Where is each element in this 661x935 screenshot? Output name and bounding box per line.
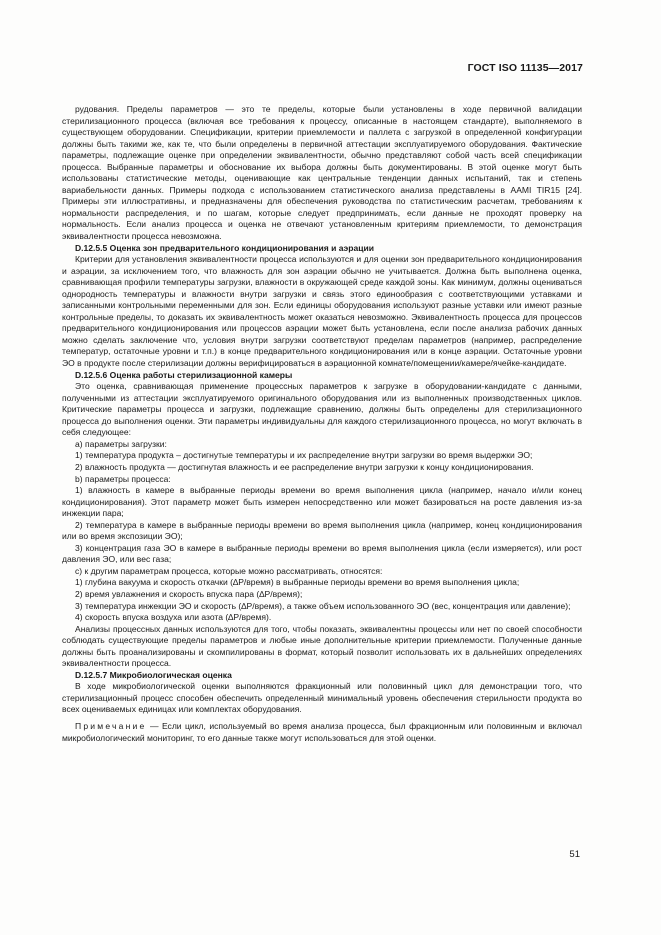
list-item-c: c) к другим параметрам процесса, которые можно рассматривать, относятся: (75, 565, 383, 576)
page-number: 51 (569, 849, 580, 860)
section-heading-d12-5-7: D.12.5.7 Микробиологическая оценка (75, 669, 232, 680)
list-item-a1: 1) температура продукта – достигнутые температуры и их распределение внутри загрузки во время выдержки ЭО; (75, 450, 533, 461)
list-item-b: b) параметры процесса: (75, 473, 171, 484)
list-item-c4: 4) скорость впуска воздуха или азота (∆P/время). (75, 612, 272, 623)
note-paragraph (62, 721, 582, 744)
list-item-a: a) параметры загрузки: (75, 438, 167, 449)
section-heading-d12-5-5: D.12.5.5 Оценка зон предварительного кондиционирования и аэрации (75, 242, 375, 253)
list-item-b3: 3) концентрация газа ЭО в камере в выбранные периоды времени во время выполнения цикла (если измеряется), или рост давления ЭО, или вес газа; (62, 542, 582, 565)
list-item-c1: 1) глубина вакуума и скорость откачки (∆P/время) в выбранные периоды времени во время выполнения цикла; (75, 577, 520, 588)
list-item-b2: 2) температура в камере в выбранные периоды времени во время выполнения цикла (например, конец кондиционирования или во время экспозиции ЭО); (62, 519, 582, 542)
note-label: Примечание (75, 720, 147, 731)
paragraph-analysis: Анализы процессных данных используются для того, чтобы показать, эквивалентны процессы или нет по своей способности соблюдать существующие пределы параметров и любые иные дополнительные критерии приемлемости. Полученные данные должны быть проанализированы и скомпилированы в формат, который позволит использовать их в дальнейших определениях эквивалентности процесса. (62, 623, 582, 669)
list-item-c2: 2) время увлажнения и скорость впуска пара (∆P/время); (75, 588, 303, 599)
standard-header: ГОСТ ISO 11135—2017 (467, 62, 583, 74)
paragraph-microbiological: В ходе микробиологической оценки выполняются фракционный или половинный цикл для демонстрации того, что стерилизационный процесс способен обеспечить определенный минимальный уровень обеспечения стерильности продукта во всех оцениваемых единицах или комплектах оборудования. (62, 681, 582, 715)
list-item-b1: 1) влажность в камере в выбранные периоды времени во время выполнения цикла (например, начало и/или конец кондиционирования). Этот параметр может быть измерен непосредственно или может базироваться на росте давления из-за инжекции пара; (62, 485, 582, 519)
note-text: — Если цикл, используемый во время анализа процесса, был фракционным или половинным и включал микробиологический мониторинг, то его данные также могут использоваться для этой оценки. (62, 720, 582, 743)
section-heading-d12-5-6: D.12.5.6 Оценка работы стерилизационной камеры (75, 369, 293, 380)
body-text (62, 104, 582, 744)
paragraph-continuation: рудования. Пределы параметров — это те пределы, которые были установлены в ходе первичной валидации стерилизационного процесса (включая все требования к процессу, описанные в настоящем стандарте), выполняемого в существующем оборудовании. Спецификации, критерии приемлемости и паллета с загрузкой в определенной конфигурации должны быть такими же, как те, что были определены в первичной аттестации эксплуатируемого оборудования. Фактические параметры, подлежащие оценке при определении эквивалентности, обычно представляют собой часть всей спецификации процесса. Выбранные параметры и обоснование их выбора должны быть документированы. В этой оценке могут быть использованы статистические методы, оценивающие как центральные тенденции данных испытаний, так и степень вариабельности данных. Примеры подхода с использованием статистического анализа представлены в AAMI TIR15 [24]. Примеры эти иллюстративны, и предназначены для обеспечения руководства по статистическим расчетам, требованиям к нормальности распределения, и по шагам, которые следует предпринимать, если данные не проходят проверку на нормальность. Если анализ процесса и оценка не отвечают установленным критериям приемлемости, то демонстрация эквивалентности процесса невозможна. (62, 104, 582, 242)
list-item-c3: 3) температура инжекции ЭО и скорость (∆P/время), а также объем использованного ЭО (вес, концентрация или давление); (75, 600, 571, 611)
list-item-a2: 2) влажность продукта — достигнутая влажность и ее распределение внутри загрузки к концу кондиционирования. (75, 461, 534, 472)
paragraph-preconditioning: Критерии для установления эквивалентности процесса используются и для оценки зон предварительного кондиционирования и аэрации, за исключением того, что влажность для зон аэрации обычно не учитывается. Должна быть выполнена оценка, сравнивающая профили температуры загрузки, влажности в окружающей среде каждой зоны. Как минимум, должны оцениваться однородность температуры и влажности внутри загрузки и связь этого единообразия с соответствующими уставками и записанными контрольными переменными для зон. Если единицы оборудования используют разные уставки или имеют разные контрольные пределы, то доказать их эквивалентность может оказаться невозможно. Эквивалентность процесса для процессов предварительного кондиционирования или процессов аэрации может быть установлена, если после анализа рабочих данных можно сделать заключение что, условия внутри загрузки соответствуют пределам параметров (например, распределение температур, остаточные уровни и т.п.) в конце предварительного кондиционирования или в конце аэрации. Остаточные уровни ЭО в продукте после стерилизации должны верифицироваться в аэрационной комнате/помещении/камере/ячейке-кандидате. (62, 254, 582, 369)
paragraph-chamber-evaluation: Это оценка, сравнивающая применение процессных параметров к загрузке в оборудовании-кандидате с данными, полученными из аттестации эксплуатируемого оригинального оборудования или из выполненных производственных циклов. Критические параметры процесса и загрузки, подлежащие сравнению, должны быть определены для стерилизационного процесса до выполнения оценки. Эти параметры индивидуальны для каждого стерилизационного процесса, но могут включать в себя следующее: (62, 381, 582, 438)
